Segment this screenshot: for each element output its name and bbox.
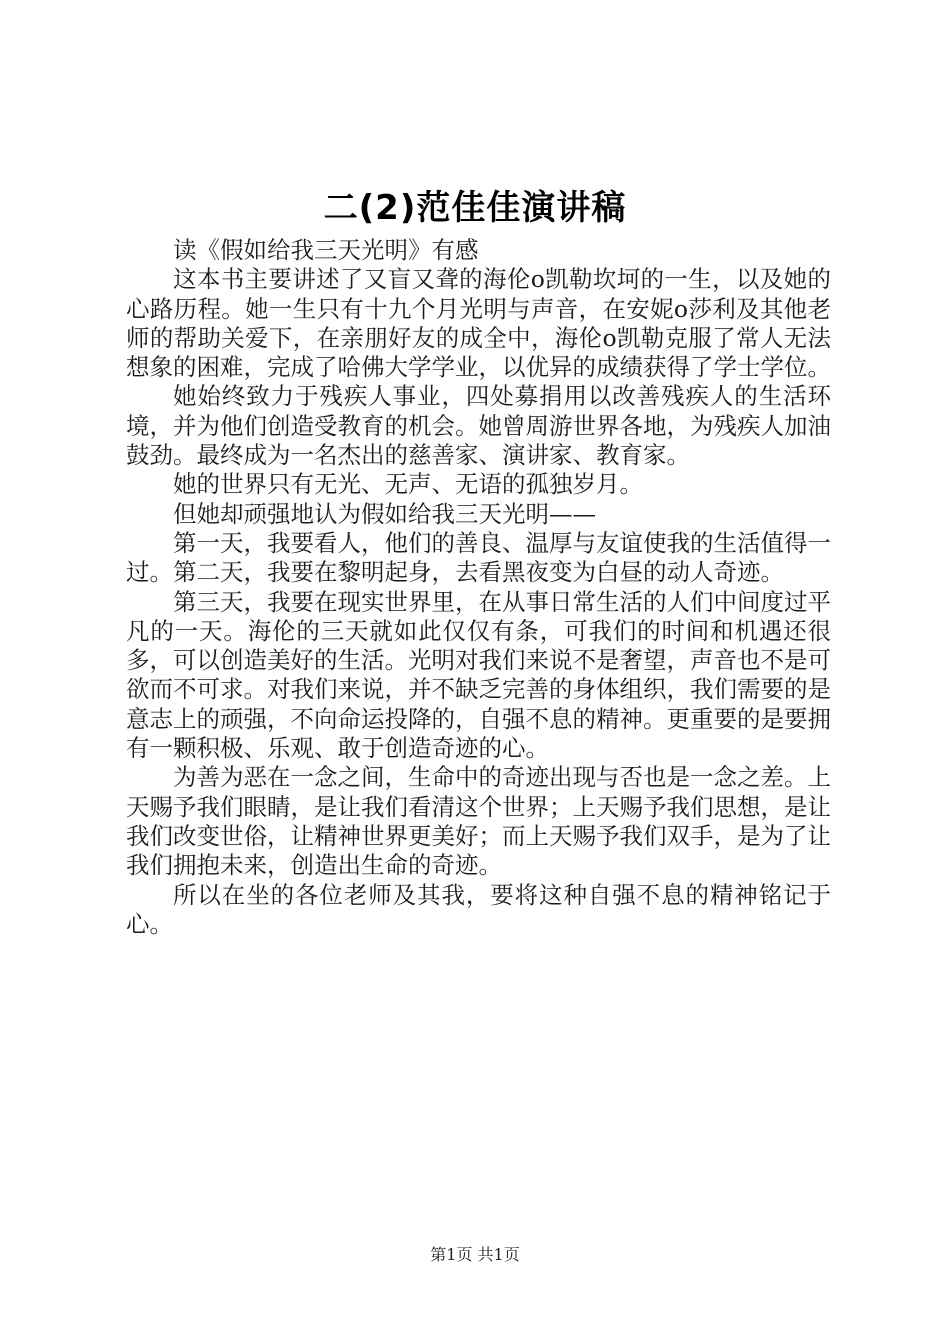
paragraph: 但她却顽强地认为假如给我三天光明—— [173, 499, 596, 528]
paragraph: 第一天，我要看人，他们的善良、温厚与友谊使我的生活值得一过。第二天，我要在黎明起身，去看黑夜变为白昼的动人奇迹。 [126, 528, 831, 587]
page-number-footer: 第1页 共1页 [430, 1245, 520, 1264]
paragraph: 所以在坐的各位老师及其我，要将这种自强不息的精神铭记于心。 [126, 880, 831, 938]
paragraph: 她始终致力于残疾人事业，四处募捐用以改善残疾人的生活环境，并为他们创造受教育的机会。她曾周游世界各地，为残疾人加油鼓劲。最终成为一名杰出的慈善家、演讲家、教育家。 [126, 382, 831, 470]
paragraph-subtitle: 读《假如给我三天光明》有感 [173, 236, 479, 264]
paragraph: 这本书主要讲述了又盲又聋的海伦ο凯勒坎坷的一生，以及她的心路历程。她一生只有十九个月光明与声音，在安妮ο莎利及其他老师的帮助关爱下，在亲朋好友的成全中，海伦ο凯勒克服了常人无法想象的困难，完成了哈佛大学学业，以优异的成绩获得了学士学位。 [126, 265, 831, 382]
paragraph: 为善为恶在一念之间，生命中的奇迹出现与否也是一念之差。上天赐予我们眼睛，是让我们看清这个世界；上天赐予我们思想，是让我们改变世俗，让精神世界更美好；而上天赐予我们双手，是为了让我们拥抱未来，创造出生命的奇迹。 [126, 763, 831, 880]
paragraph: 她的世界只有无光、无声、无语的孤独岁月。 [173, 470, 643, 499]
paragraph: 第三天，我要在现实世界里，在从事日常生活的人们中间度过平凡的一天。海伦的三天就如此仅仅有条，可我们的时间和机遇还很多，可以创造美好的生活。光明对我们来说不是奢望，声音也不是可欲而不可求。对我们来说，并不缺乏完善的身体组织，我们需要的是意志上的顽强，不向命运投降的，自强不息的精神。更重要的是要拥有一颗积极、乐观、敢于创造奇迹的心。 [126, 587, 831, 763]
document-title: 二(2)范佳佳演讲稿 [323, 188, 627, 228]
document-body [126, 236, 831, 939]
